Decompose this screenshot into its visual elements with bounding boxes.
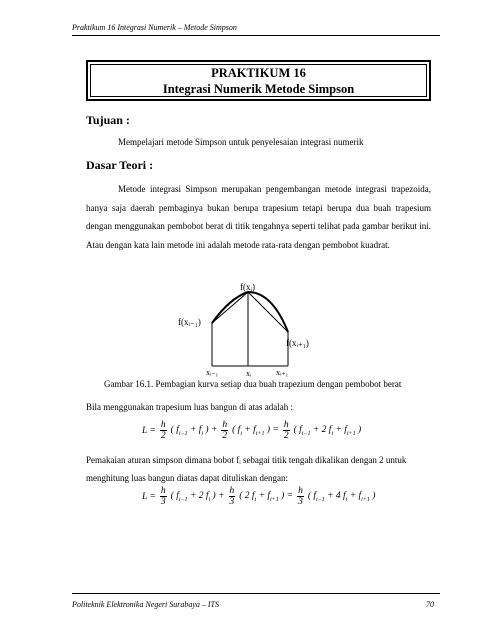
footer-institution: Politeknik Elektronika Negeri Surabaya – ITS [72, 600, 220, 609]
figure-label-top: f(xᵢ) [240, 282, 255, 292]
simpson-equation: L = $\frac{h}{3}$ ( $f_{i-1} + 2$ $f_i$ ) + $\frac{h}{3}$ ( 2 $f_i + f_{i+1}$ ) = $\frac{h}{3}$ ( $f_{i-1} + 4$ $f_i + f_{i+1}$ ) [142, 486, 376, 507]
simpson-intro-line2: menghitung luas bangun diatas dapat dituliskan dengan: [86, 473, 288, 483]
figure-chord-left [212, 292, 248, 323]
trapesium-intro: Bila menggunakan trapesium luas bangun di atas adalah : [86, 402, 293, 412]
tujuan-heading: Tujuan : [86, 113, 130, 127]
figure-curve [212, 292, 288, 332]
tujuan-text: Mempelajari metode Simpson untuk penyelesaian integrasi numerik [118, 137, 364, 147]
simpson-figure [170, 278, 330, 378]
figure-svg [170, 278, 330, 378]
footer-rule [72, 593, 440, 594]
figure-caption: Gambar 16.1. Pembagian kurva setiap dua buah trapezium dengan pembobot berat [104, 379, 402, 389]
figure-x-left: xᵢ₋₁ [206, 368, 219, 377]
running-header: Praktikum 16 Integrasi Numerik – Metode Simpson [72, 23, 237, 32]
title-box [86, 60, 431, 101]
dasar-teori-heading: Dasar Teori : [86, 158, 154, 172]
figure-chord-right [248, 292, 288, 332]
simpson-intro-line1: Pemakaian aturan simpson dimana bobot fᵢ sebagai titik tengah dikalikan dengan 2 untuk [86, 455, 407, 465]
figure-x-mid: xᵢ [246, 369, 252, 378]
figure-x-right: xᵢ₊₁ [276, 368, 289, 377]
page-number: 70 [426, 600, 434, 609]
figure-label-left: f(xᵢ₋₁) [178, 317, 201, 327]
figure-label-right: f(xᵢ₊₁) [286, 338, 309, 348]
trapesium-equation: L = $\frac{h}{2}$ ( $f_{i-1} + f_i$ ) + $\frac{h}{2}$ ( $f_i + f_{i+1}$ ) = $\frac{h}{2}$ ( $f_{i-1} + 2$ $f_i + f_{i+1}$ ) [142, 420, 362, 441]
title-line-1: PRAKTIKUM 16 [211, 66, 306, 80]
dasar-teori-paragraph: Metode integrasi Simpson merupakan pengembangan metode integrasi trapezoida, hanya saja daerah pembaginya bukan berupa trapesium tetapi berupa dua buah trapesium dengan menggunakan pembobot berat di titik tengahnya seperti telihat pada gambar berikut ini. Atau dengan kata lain metode ini adalah metode rata-rata dengan pembobot kuadrat. [86, 184, 431, 250]
title-line-2: Integrasi Numerik Metode Simpson [162, 82, 355, 96]
header-rule [72, 35, 440, 36]
